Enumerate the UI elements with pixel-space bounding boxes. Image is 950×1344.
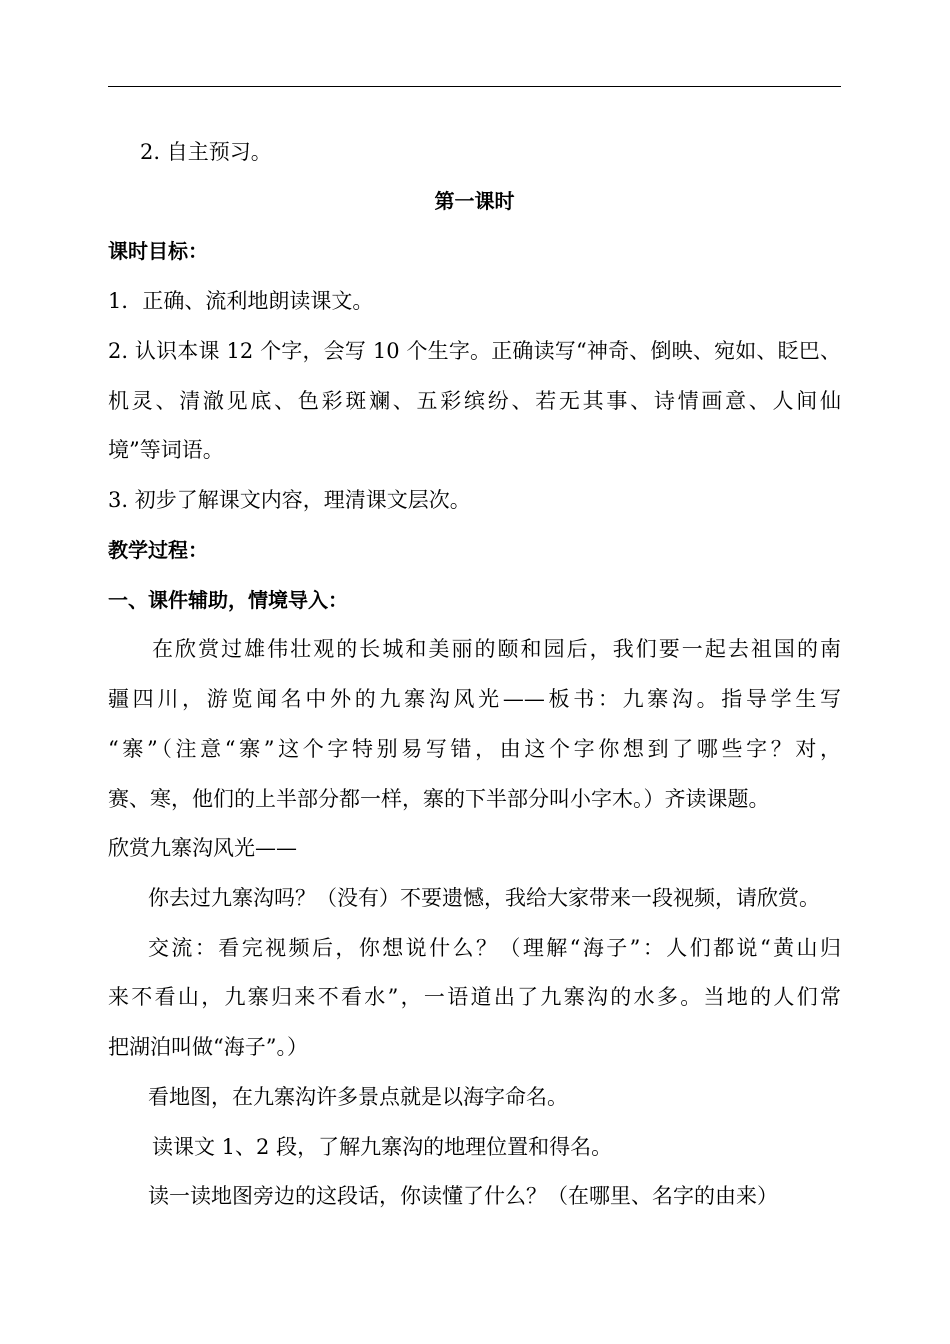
exchange-paragraph-line-3: 把湖泊叫做“海子”。） — [108, 1035, 308, 1059]
section-1-heading: 一、课件辅助，情境导入： — [108, 588, 348, 612]
intro-paragraph-line-4: 赛、寒，他们的上半部分都一样，寨的下半部分叫小字木。）齐读课题。 — [108, 787, 770, 811]
map-paragraph: 看地图，在九寨沟许多景点就是以海字命名。 — [148, 1085, 568, 1109]
read-paragraph: 读课文 1、2 段，了解九寨沟的地理位置和得名。 — [152, 1135, 613, 1159]
lesson-title: 第一课时 — [434, 189, 515, 213]
intro-paragraph-line-3: “寨”（注意“寨”这个字特别易写错，由这个字你想到了哪些字？对， — [108, 737, 841, 761]
process-heading: 教学过程： — [108, 538, 208, 562]
exchange-paragraph-line-1: 交流：看完视频后，你想说什么？（理解“海子”：人们都说“黄山归 — [148, 936, 841, 960]
question-paragraph: 读一读地图旁边的这段话，你读懂了什么？（在哪里、名字的由来） — [148, 1184, 778, 1208]
objective-2-line-3: 境”等词语。 — [108, 438, 224, 462]
appreciate-heading: 欣赏九寨沟风光—— — [108, 836, 297, 860]
objective-2-line-1: 2. 认识本课 12 个字，会写 10 个生字。正确读写“神奇、倒映、宛如、眨巴、 — [108, 339, 841, 363]
objective-3: 3. 初步了解课文内容，理清课文层次。 — [108, 488, 471, 512]
exchange-paragraph-line-2: 来不看山，九寨归来不看水”，一语道出了九寨沟的水多。当地的人们常 — [108, 985, 841, 1009]
preview-item: 2. 自主预习。 — [140, 140, 272, 164]
video-paragraph: 你去过九寨沟吗？（没有）不要遗憾，我给大家带来一段视频，请欣赏。 — [148, 886, 820, 910]
objectives-heading: 课时目标： — [108, 239, 208, 263]
objective-1: 1．正确、流利地朗读课文。 — [108, 289, 374, 313]
intro-paragraph-line-2: 疆四川，游览闻名中外的九寨沟风光——板书：九寨沟。指导学生写 — [108, 687, 841, 711]
objective-2-line-2: 机灵、清澈见底、色彩斑斓、五彩缤纷、若无其事、诗情画意、人间仙 — [108, 389, 841, 413]
header-rule — [108, 86, 841, 87]
intro-paragraph-line-1: 在欣赏过雄伟壮观的长城和美丽的颐和园后，我们要一起去祖国的南 — [152, 637, 841, 661]
